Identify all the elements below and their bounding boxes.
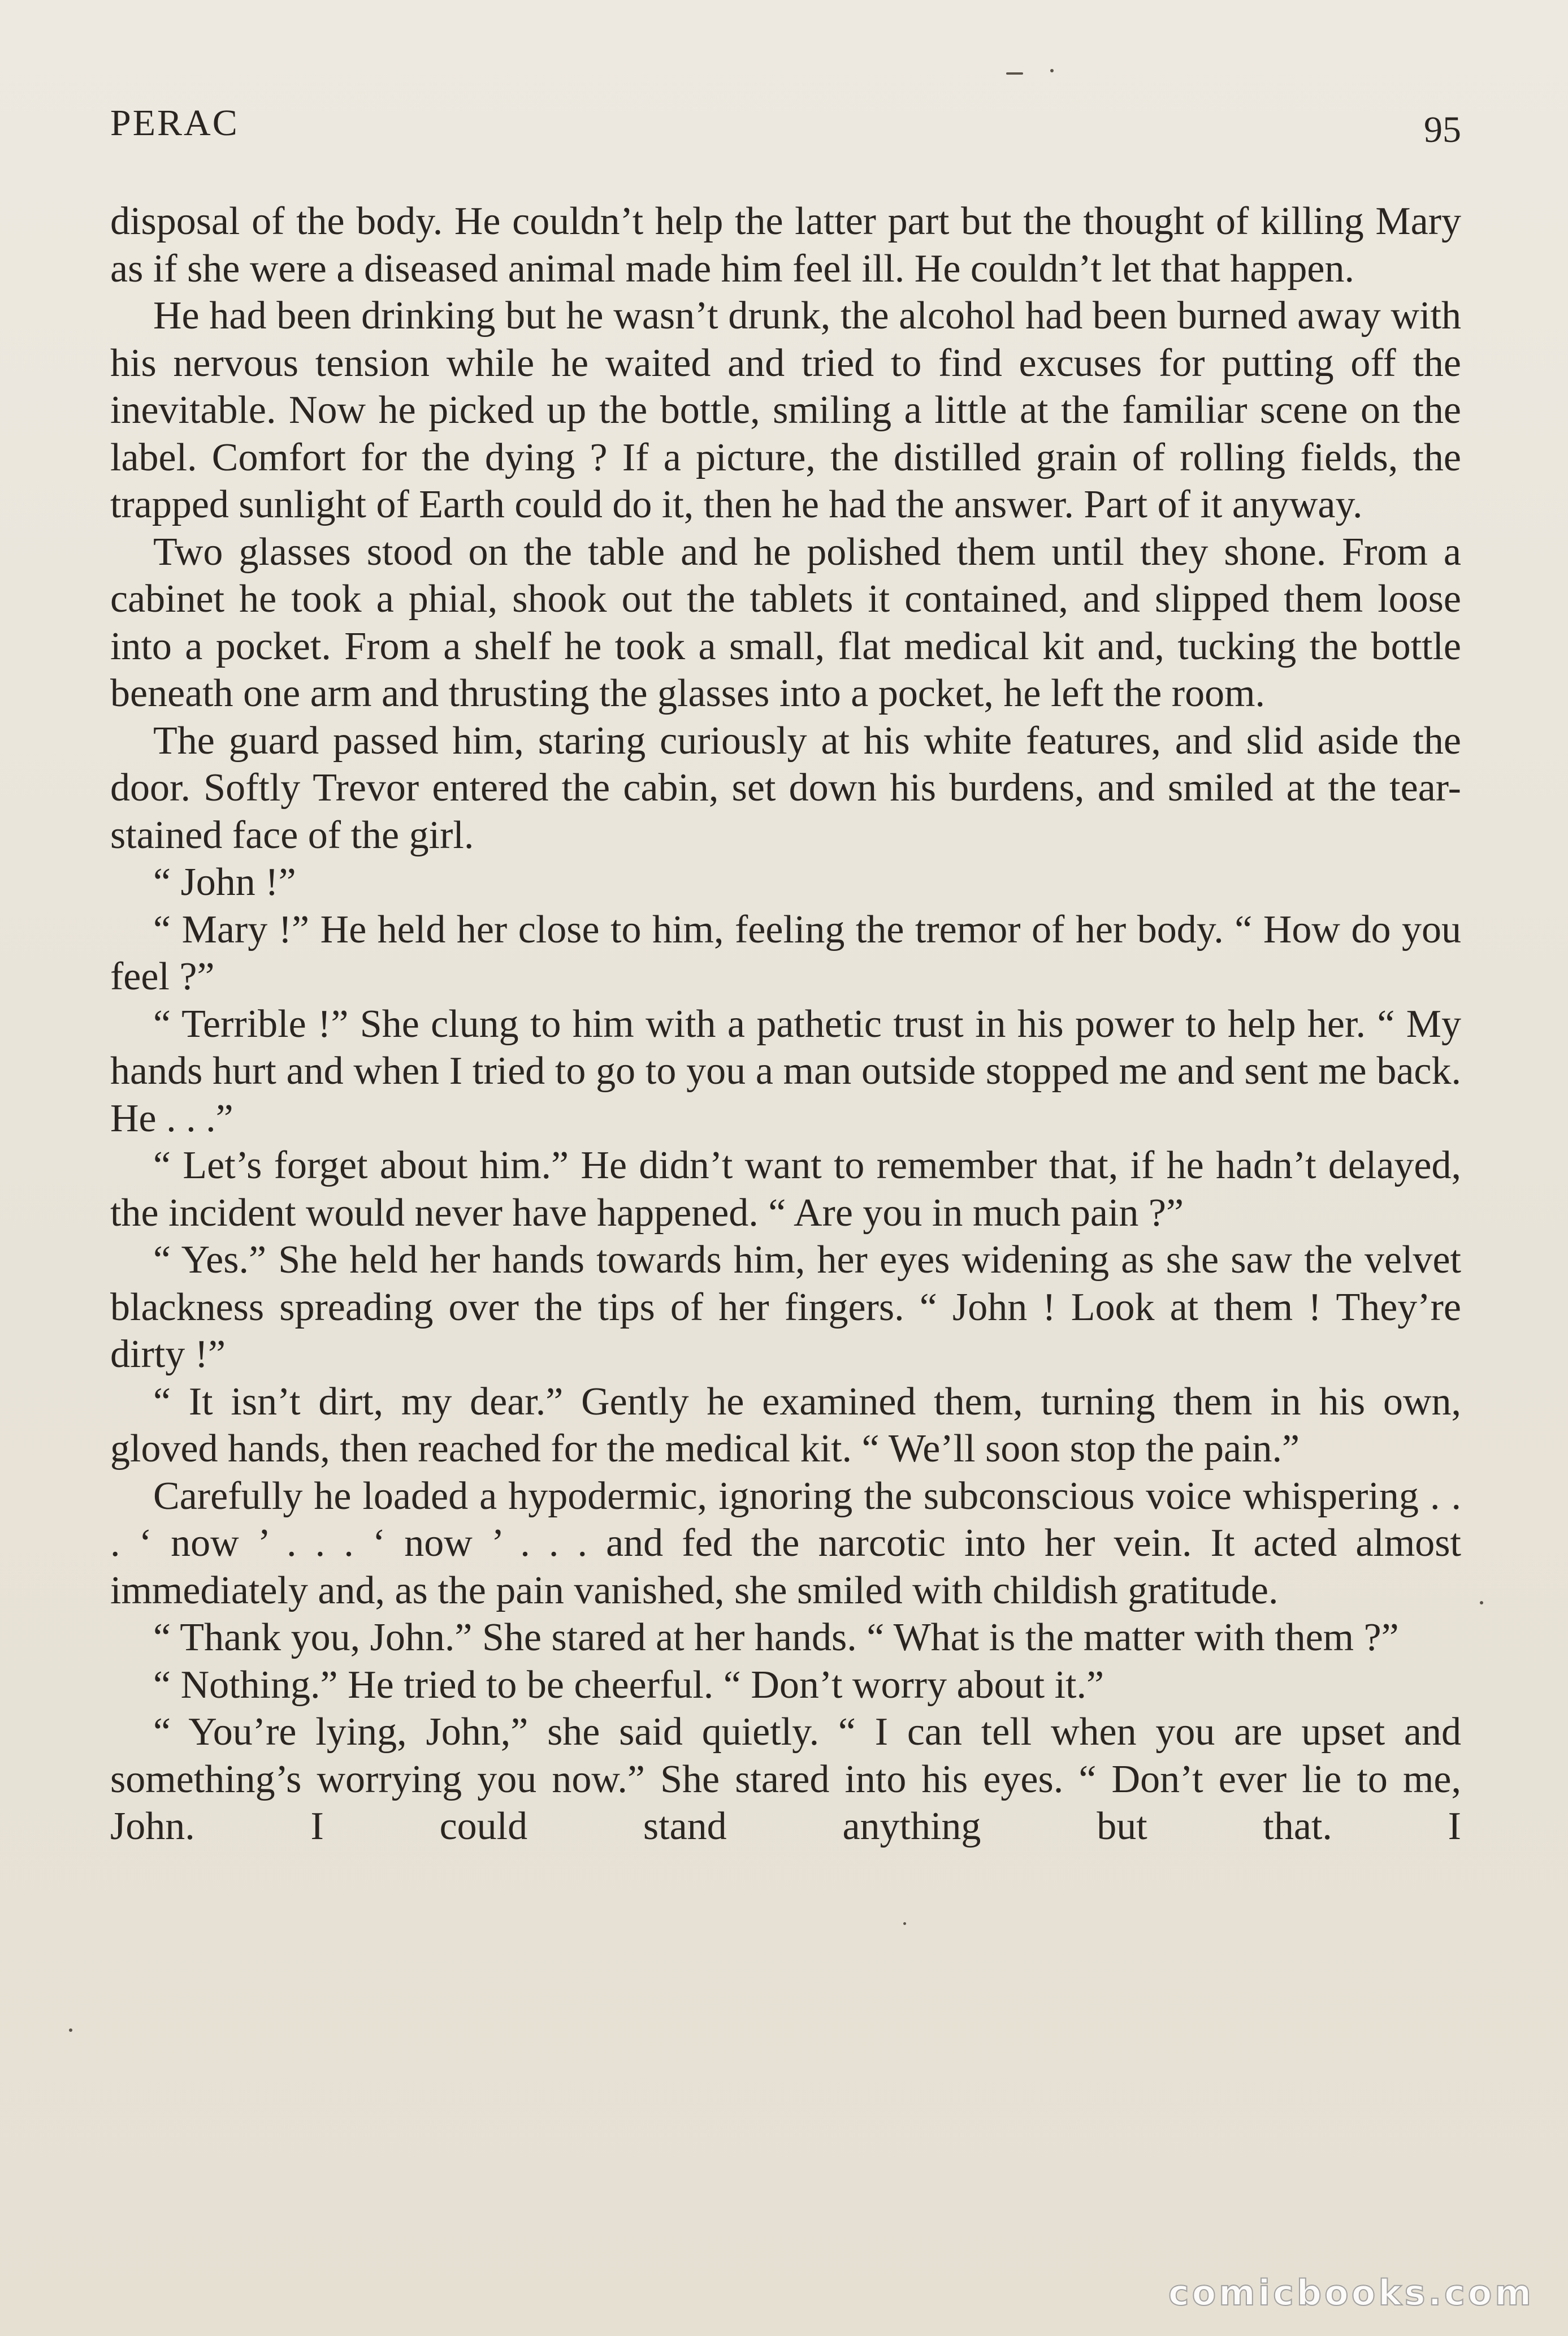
- page-number: 95: [1424, 109, 1461, 150]
- paragraph: “ John !”: [153, 860, 296, 904]
- running-header: [110, 102, 1461, 153]
- paragraph: “ Terrible !” She clung to him with a pathetic trust in his power to help her. “ My hands hurt and when I tried to go to you a man outside stopped me and sent me back. He . . .”: [110, 1002, 1461, 1140]
- paragraph: “ Mary !” He held her close to him, feeling the tremor of her body. “ How do you feel ?”: [110, 907, 1461, 998]
- paragraph: “ Nothing.” He tried to be cheerful. “ Don’t worry about it.”: [153, 1663, 1104, 1707]
- paper-speck: [903, 1922, 906, 1925]
- paper-speck: [1006, 72, 1023, 75]
- paragraph: He had been drinking but he wasn’t drunk, the alcohol had been burned away with his nervous tension while he waited and tried to find excuses for putting off the inevitable. Now he picked up the bottle, smiling a little at the familiar scene on the label. Comfort for the dying ? If a picture, the distilled grain of rolling fields, the trapped sunlight of Earth could do it, then he had the answer. Part of it anyway.: [110, 294, 1461, 526]
- paragraph: disposal of the body. He couldn’t help the latter part but the thought of killing Mary as if she were a diseased animal made him feel ill. He couldn’t let that happen.: [110, 200, 1461, 291]
- running-title: PERAC: [110, 102, 239, 144]
- watermark: comicbooks.com: [1168, 2272, 1534, 2313]
- paper-speck: [1050, 69, 1054, 72]
- paragraph: “ Let’s forget about him.” He didn’t want to remember that, if he hadn’t delayed, the incident would never have happened. “ Are you in much pain ?”: [110, 1144, 1461, 1235]
- paragraph: “ It isn’t dirt, my dear.” Gently he examined them, turning them in his own, gloved hands, then reached for the medical kit. “ We’ll soon stop the pain.”: [110, 1379, 1461, 1470]
- paragraph: Carefully he loaded a hypodermic, ignoring the subconscious voice whispering . . . ‘ now ’ . . . ‘ now ’ . . . and fed the narcotic into her vein. It acted almost immediately and, as the pain vanished, she smiled with childish gratitude.: [110, 1474, 1461, 1612]
- paragraph: The guard passed him, staring curiously at his white features, and slid aside the door. Softly Trevor entered the cabin, set down his burdens, and smiled at the tear-stained face of the girl.: [110, 719, 1461, 857]
- paper-speck: [1480, 1601, 1483, 1604]
- paragraph: “ Yes.” She held her hands towards him, her eyes widening as she saw the velvet blackness spreading over the tips of her fingers. “ John ! Look at them ! They’re dirty !”: [110, 1238, 1461, 1376]
- body-text: [110, 198, 1461, 1850]
- paragraph: “ Thank you, John.” She stared at her hands. “ What is the matter with them ?”: [153, 1616, 1399, 1659]
- paper-speck: [69, 2028, 72, 2032]
- paragraph: “ You’re lying, John,” she said quietly. “ I can tell when you are upset and something’s worrying you now.” She stared into his eyes. “ Don’t ever lie to me, John. I could stand anything but that. I: [110, 1710, 1461, 1848]
- paragraph: Two glasses stood on the table and he polished them until they shone. From a cabinet he took a phial, shook out the tablets it contained, and slipped them loose into a pocket. From a shelf he took a small, flat medical kit and, tucking the bottle beneath one arm and thrusting the glasses into a pocket, he left the room.: [110, 530, 1461, 715]
